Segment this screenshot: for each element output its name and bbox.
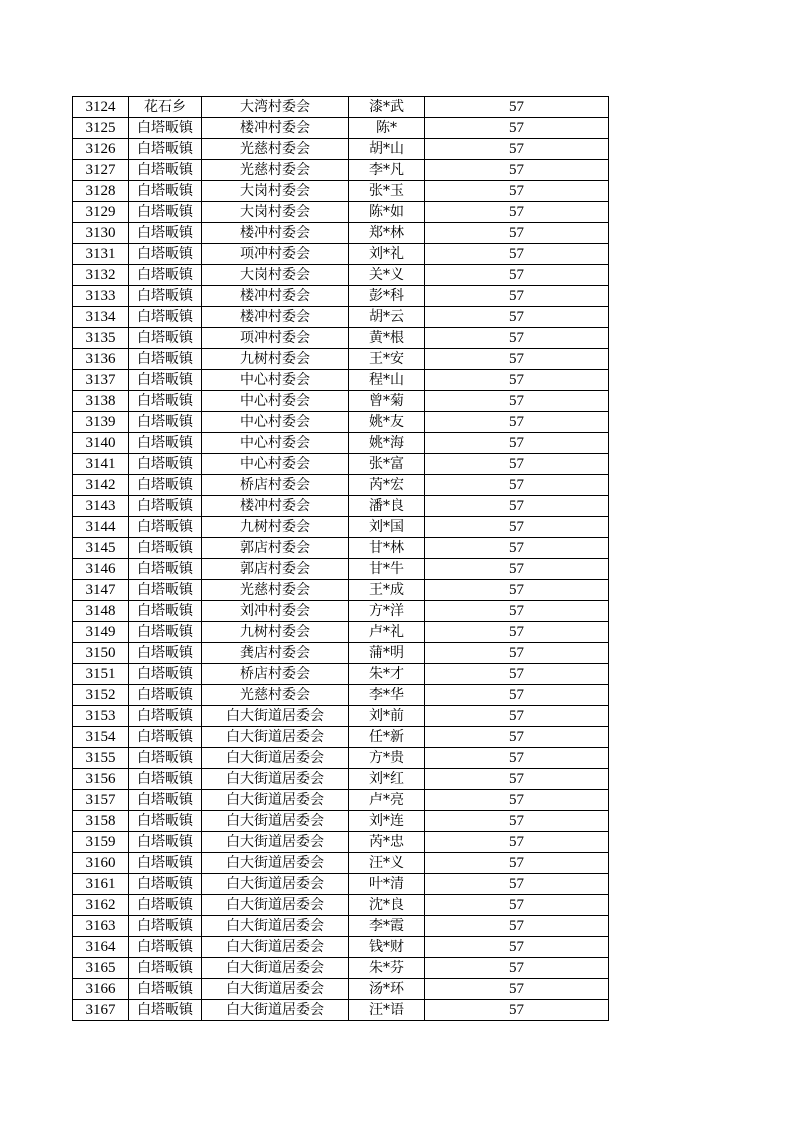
cell-name: 蒲*明 [349,643,425,664]
cell-value: 57 [425,727,609,748]
cell-committee: 白大街道居委会 [202,853,349,874]
table-row [73,370,609,391]
table-row [73,748,609,769]
cell-name: 曾*菊 [349,391,425,412]
cell-name: 刘*国 [349,517,425,538]
cell-town: 白塔畈镇 [129,853,202,874]
table-body [73,97,609,1021]
cell-value: 57 [425,832,609,853]
cell-id: 3163 [73,916,129,937]
cell-town: 白塔畈镇 [129,538,202,559]
cell-committee: 中心村委会 [202,370,349,391]
cell-town: 白塔畈镇 [129,286,202,307]
cell-id: 3138 [73,391,129,412]
cell-name: 程*山 [349,370,425,391]
cell-committee: 白大街道居委会 [202,979,349,1000]
table-row [73,349,609,370]
table-row [73,601,609,622]
cell-id: 3125 [73,118,129,139]
cell-id: 3136 [73,349,129,370]
cell-name: 芮*宏 [349,475,425,496]
cell-id: 3158 [73,811,129,832]
cell-value: 57 [425,622,609,643]
cell-value: 57 [425,664,609,685]
cell-committee: 中心村委会 [202,412,349,433]
cell-id: 3159 [73,832,129,853]
cell-name: 汪*义 [349,853,425,874]
cell-name: 卢*礼 [349,622,425,643]
cell-value: 57 [425,601,609,622]
table-row [73,706,609,727]
table-row [73,916,609,937]
cell-id: 3160 [73,853,129,874]
cell-town: 白塔畈镇 [129,769,202,790]
cell-id: 3153 [73,706,129,727]
cell-committee: 中心村委会 [202,433,349,454]
cell-committee: 大湾村委会 [202,97,349,118]
cell-name: 卢*亮 [349,790,425,811]
table-row [73,391,609,412]
cell-town: 白塔畈镇 [129,601,202,622]
table-row [73,874,609,895]
cell-town: 白塔畈镇 [129,244,202,265]
table-row [73,811,609,832]
cell-name: 陈* [349,118,425,139]
cell-town: 白塔畈镇 [129,790,202,811]
cell-town: 白塔畈镇 [129,727,202,748]
table-row [73,664,609,685]
cell-name: 王*安 [349,349,425,370]
cell-town: 白塔畈镇 [129,181,202,202]
cell-value: 57 [425,748,609,769]
cell-name: 方*贵 [349,748,425,769]
cell-committee: 刘冲村委会 [202,601,349,622]
cell-id: 3131 [73,244,129,265]
cell-id: 3142 [73,475,129,496]
cell-committee: 光慈村委会 [202,580,349,601]
cell-value: 57 [425,916,609,937]
cell-name: 李*霞 [349,916,425,937]
cell-id: 3128 [73,181,129,202]
cell-town: 白塔畈镇 [129,811,202,832]
cell-name: 钱*财 [349,937,425,958]
cell-id: 3134 [73,307,129,328]
cell-value: 57 [425,118,609,139]
cell-town: 白塔畈镇 [129,307,202,328]
cell-committee: 中心村委会 [202,391,349,412]
cell-town: 白塔畈镇 [129,433,202,454]
cell-value: 57 [425,160,609,181]
cell-town: 白塔畈镇 [129,349,202,370]
cell-value: 57 [425,685,609,706]
cell-town: 白塔畈镇 [129,202,202,223]
cell-id: 3145 [73,538,129,559]
cell-committee: 白大街道居委会 [202,832,349,853]
cell-committee: 桥店村委会 [202,475,349,496]
cell-committee: 白大街道居委会 [202,895,349,916]
cell-town: 白塔畈镇 [129,559,202,580]
cell-id: 3165 [73,958,129,979]
cell-town: 白塔畈镇 [129,685,202,706]
cell-committee: 白大街道居委会 [202,748,349,769]
table-row [73,958,609,979]
cell-name: 任*新 [349,727,425,748]
cell-value: 57 [425,937,609,958]
cell-id: 3137 [73,370,129,391]
table-row [73,223,609,244]
cell-committee: 龚店村委会 [202,643,349,664]
cell-name: 关*义 [349,265,425,286]
cell-town: 白塔畈镇 [129,265,202,286]
cell-name: 胡*山 [349,139,425,160]
cell-town: 白塔畈镇 [129,580,202,601]
cell-committee: 白大街道居委会 [202,916,349,937]
cell-name: 李*凡 [349,160,425,181]
cell-value: 57 [425,790,609,811]
cell-name: 郑*林 [349,223,425,244]
cell-value: 57 [425,1000,609,1021]
table-row [73,895,609,916]
cell-name: 叶*清 [349,874,425,895]
cell-name: 甘*林 [349,538,425,559]
table-row [73,937,609,958]
cell-name: 潘*良 [349,496,425,517]
table-row [73,538,609,559]
table-row [73,979,609,1000]
cell-value: 57 [425,538,609,559]
cell-value: 57 [425,328,609,349]
cell-town: 白塔畈镇 [129,895,202,916]
cell-committee: 楼冲村委会 [202,286,349,307]
table-row [73,97,609,118]
cell-town: 白塔畈镇 [129,160,202,181]
cell-value: 57 [425,202,609,223]
table-row [73,517,609,538]
table-row [73,307,609,328]
cell-value: 57 [425,958,609,979]
cell-value: 57 [425,181,609,202]
cell-id: 3161 [73,874,129,895]
cell-id: 3126 [73,139,129,160]
cell-value: 57 [425,475,609,496]
cell-town: 白塔畈镇 [129,139,202,160]
cell-id: 3162 [73,895,129,916]
table-row [73,244,609,265]
cell-committee: 楼冲村委会 [202,307,349,328]
cell-value: 57 [425,643,609,664]
cell-value: 57 [425,139,609,160]
cell-committee: 九树村委会 [202,517,349,538]
table-row [73,769,609,790]
cell-town: 白塔畈镇 [129,517,202,538]
cell-committee: 楼冲村委会 [202,223,349,244]
table-row [73,727,609,748]
cell-name: 彭*科 [349,286,425,307]
cell-id: 3124 [73,97,129,118]
cell-value: 57 [425,433,609,454]
cell-name: 刘*红 [349,769,425,790]
cell-committee: 大岗村委会 [202,265,349,286]
cell-committee: 大岗村委会 [202,181,349,202]
cell-committee: 白大街道居委会 [202,790,349,811]
cell-name: 黄*根 [349,328,425,349]
cell-committee: 中心村委会 [202,454,349,475]
table-row [73,790,609,811]
cell-name: 姚*海 [349,433,425,454]
cell-value: 57 [425,874,609,895]
cell-id: 3146 [73,559,129,580]
cell-id: 3139 [73,412,129,433]
table-row [73,559,609,580]
cell-value: 57 [425,811,609,832]
cell-town: 白塔畈镇 [129,664,202,685]
cell-committee: 大岗村委会 [202,202,349,223]
cell-name: 李*华 [349,685,425,706]
cell-value: 57 [425,559,609,580]
cell-committee: 白大街道居委会 [202,727,349,748]
cell-committee: 郭店村委会 [202,538,349,559]
cell-committee: 楼冲村委会 [202,496,349,517]
cell-id: 3127 [73,160,129,181]
cell-committee: 光慈村委会 [202,139,349,160]
cell-committee: 白大街道居委会 [202,811,349,832]
cell-name: 刘*连 [349,811,425,832]
cell-id: 3133 [73,286,129,307]
cell-committee: 项冲村委会 [202,328,349,349]
cell-town: 白塔畈镇 [129,412,202,433]
cell-name: 甘*牛 [349,559,425,580]
cell-value: 57 [425,349,609,370]
cell-town: 白塔畈镇 [129,832,202,853]
data-table [72,96,609,1021]
cell-id: 3144 [73,517,129,538]
cell-name: 漆*武 [349,97,425,118]
table-row [73,496,609,517]
cell-id: 3152 [73,685,129,706]
cell-committee: 桥店村委会 [202,664,349,685]
cell-value: 57 [425,496,609,517]
cell-id: 3132 [73,265,129,286]
cell-name: 朱*芬 [349,958,425,979]
cell-name: 汤*环 [349,979,425,1000]
cell-town: 白塔畈镇 [129,958,202,979]
cell-town: 白塔畈镇 [129,916,202,937]
cell-value: 57 [425,454,609,475]
cell-value: 57 [425,769,609,790]
cell-id: 3150 [73,643,129,664]
cell-value: 57 [425,853,609,874]
cell-name: 胡*云 [349,307,425,328]
table-row [73,853,609,874]
table-row [73,118,609,139]
cell-value: 57 [425,412,609,433]
cell-town: 白塔畈镇 [129,643,202,664]
table-row [73,685,609,706]
cell-id: 3167 [73,1000,129,1021]
cell-town: 白塔畈镇 [129,328,202,349]
cell-town: 白塔畈镇 [129,874,202,895]
cell-committee: 项冲村委会 [202,244,349,265]
table-row [73,202,609,223]
cell-name: 姚*友 [349,412,425,433]
table-row [73,265,609,286]
cell-value: 57 [425,265,609,286]
table-row [73,433,609,454]
cell-name: 刘*前 [349,706,425,727]
cell-value: 57 [425,895,609,916]
cell-committee: 白大街道居委会 [202,958,349,979]
table-row [73,832,609,853]
cell-id: 3155 [73,748,129,769]
cell-town: 白塔畈镇 [129,118,202,139]
cell-town: 白塔畈镇 [129,223,202,244]
table-row [73,643,609,664]
cell-name: 方*洋 [349,601,425,622]
cell-committee: 郭店村委会 [202,559,349,580]
cell-value: 57 [425,286,609,307]
cell-value: 57 [425,391,609,412]
cell-id: 3140 [73,433,129,454]
cell-committee: 九树村委会 [202,349,349,370]
cell-name: 沈*良 [349,895,425,916]
cell-committee: 光慈村委会 [202,685,349,706]
cell-id: 3135 [73,328,129,349]
cell-value: 57 [425,517,609,538]
cell-id: 3130 [73,223,129,244]
cell-town: 白塔畈镇 [129,1000,202,1021]
cell-committee: 光慈村委会 [202,160,349,181]
cell-name: 张*富 [349,454,425,475]
cell-committee: 九树村委会 [202,622,349,643]
cell-committee: 白大街道居委会 [202,706,349,727]
cell-name: 朱*才 [349,664,425,685]
cell-id: 3143 [73,496,129,517]
cell-id: 3141 [73,454,129,475]
cell-id: 3149 [73,622,129,643]
cell-town: 白塔畈镇 [129,475,202,496]
cell-value: 57 [425,580,609,601]
cell-id: 3164 [73,937,129,958]
cell-id: 3156 [73,769,129,790]
cell-value: 57 [425,979,609,1000]
cell-name: 汪*语 [349,1000,425,1021]
table-row [73,475,609,496]
cell-town: 白塔畈镇 [129,748,202,769]
cell-name: 芮*忠 [349,832,425,853]
table-row [73,622,609,643]
cell-town: 花石乡 [129,97,202,118]
cell-id: 3151 [73,664,129,685]
table-row [73,328,609,349]
cell-committee: 白大街道居委会 [202,1000,349,1021]
cell-town: 白塔畈镇 [129,370,202,391]
cell-id: 3166 [73,979,129,1000]
cell-id: 3157 [73,790,129,811]
cell-name: 张*玉 [349,181,425,202]
table-row [73,139,609,160]
cell-name: 王*成 [349,580,425,601]
cell-value: 57 [425,97,609,118]
cell-id: 3154 [73,727,129,748]
cell-value: 57 [425,223,609,244]
cell-id: 3147 [73,580,129,601]
cell-value: 57 [425,307,609,328]
cell-committee: 白大街道居委会 [202,937,349,958]
cell-town: 白塔畈镇 [129,979,202,1000]
cell-committee: 楼冲村委会 [202,118,349,139]
cell-town: 白塔畈镇 [129,391,202,412]
cell-value: 57 [425,370,609,391]
cell-name: 刘*礼 [349,244,425,265]
table-row [73,181,609,202]
table-row [73,1000,609,1021]
cell-town: 白塔畈镇 [129,622,202,643]
cell-town: 白塔畈镇 [129,454,202,475]
table-row [73,412,609,433]
cell-value: 57 [425,706,609,727]
cell-id: 3148 [73,601,129,622]
cell-town: 白塔畈镇 [129,937,202,958]
table-row [73,160,609,181]
table-row [73,454,609,475]
cell-town: 白塔畈镇 [129,496,202,517]
cell-committee: 白大街道居委会 [202,874,349,895]
cell-value: 57 [425,244,609,265]
cell-town: 白塔畈镇 [129,706,202,727]
table-row [73,580,609,601]
table-row [73,286,609,307]
cell-name: 陈*如 [349,202,425,223]
cell-committee: 白大街道居委会 [202,769,349,790]
cell-id: 3129 [73,202,129,223]
